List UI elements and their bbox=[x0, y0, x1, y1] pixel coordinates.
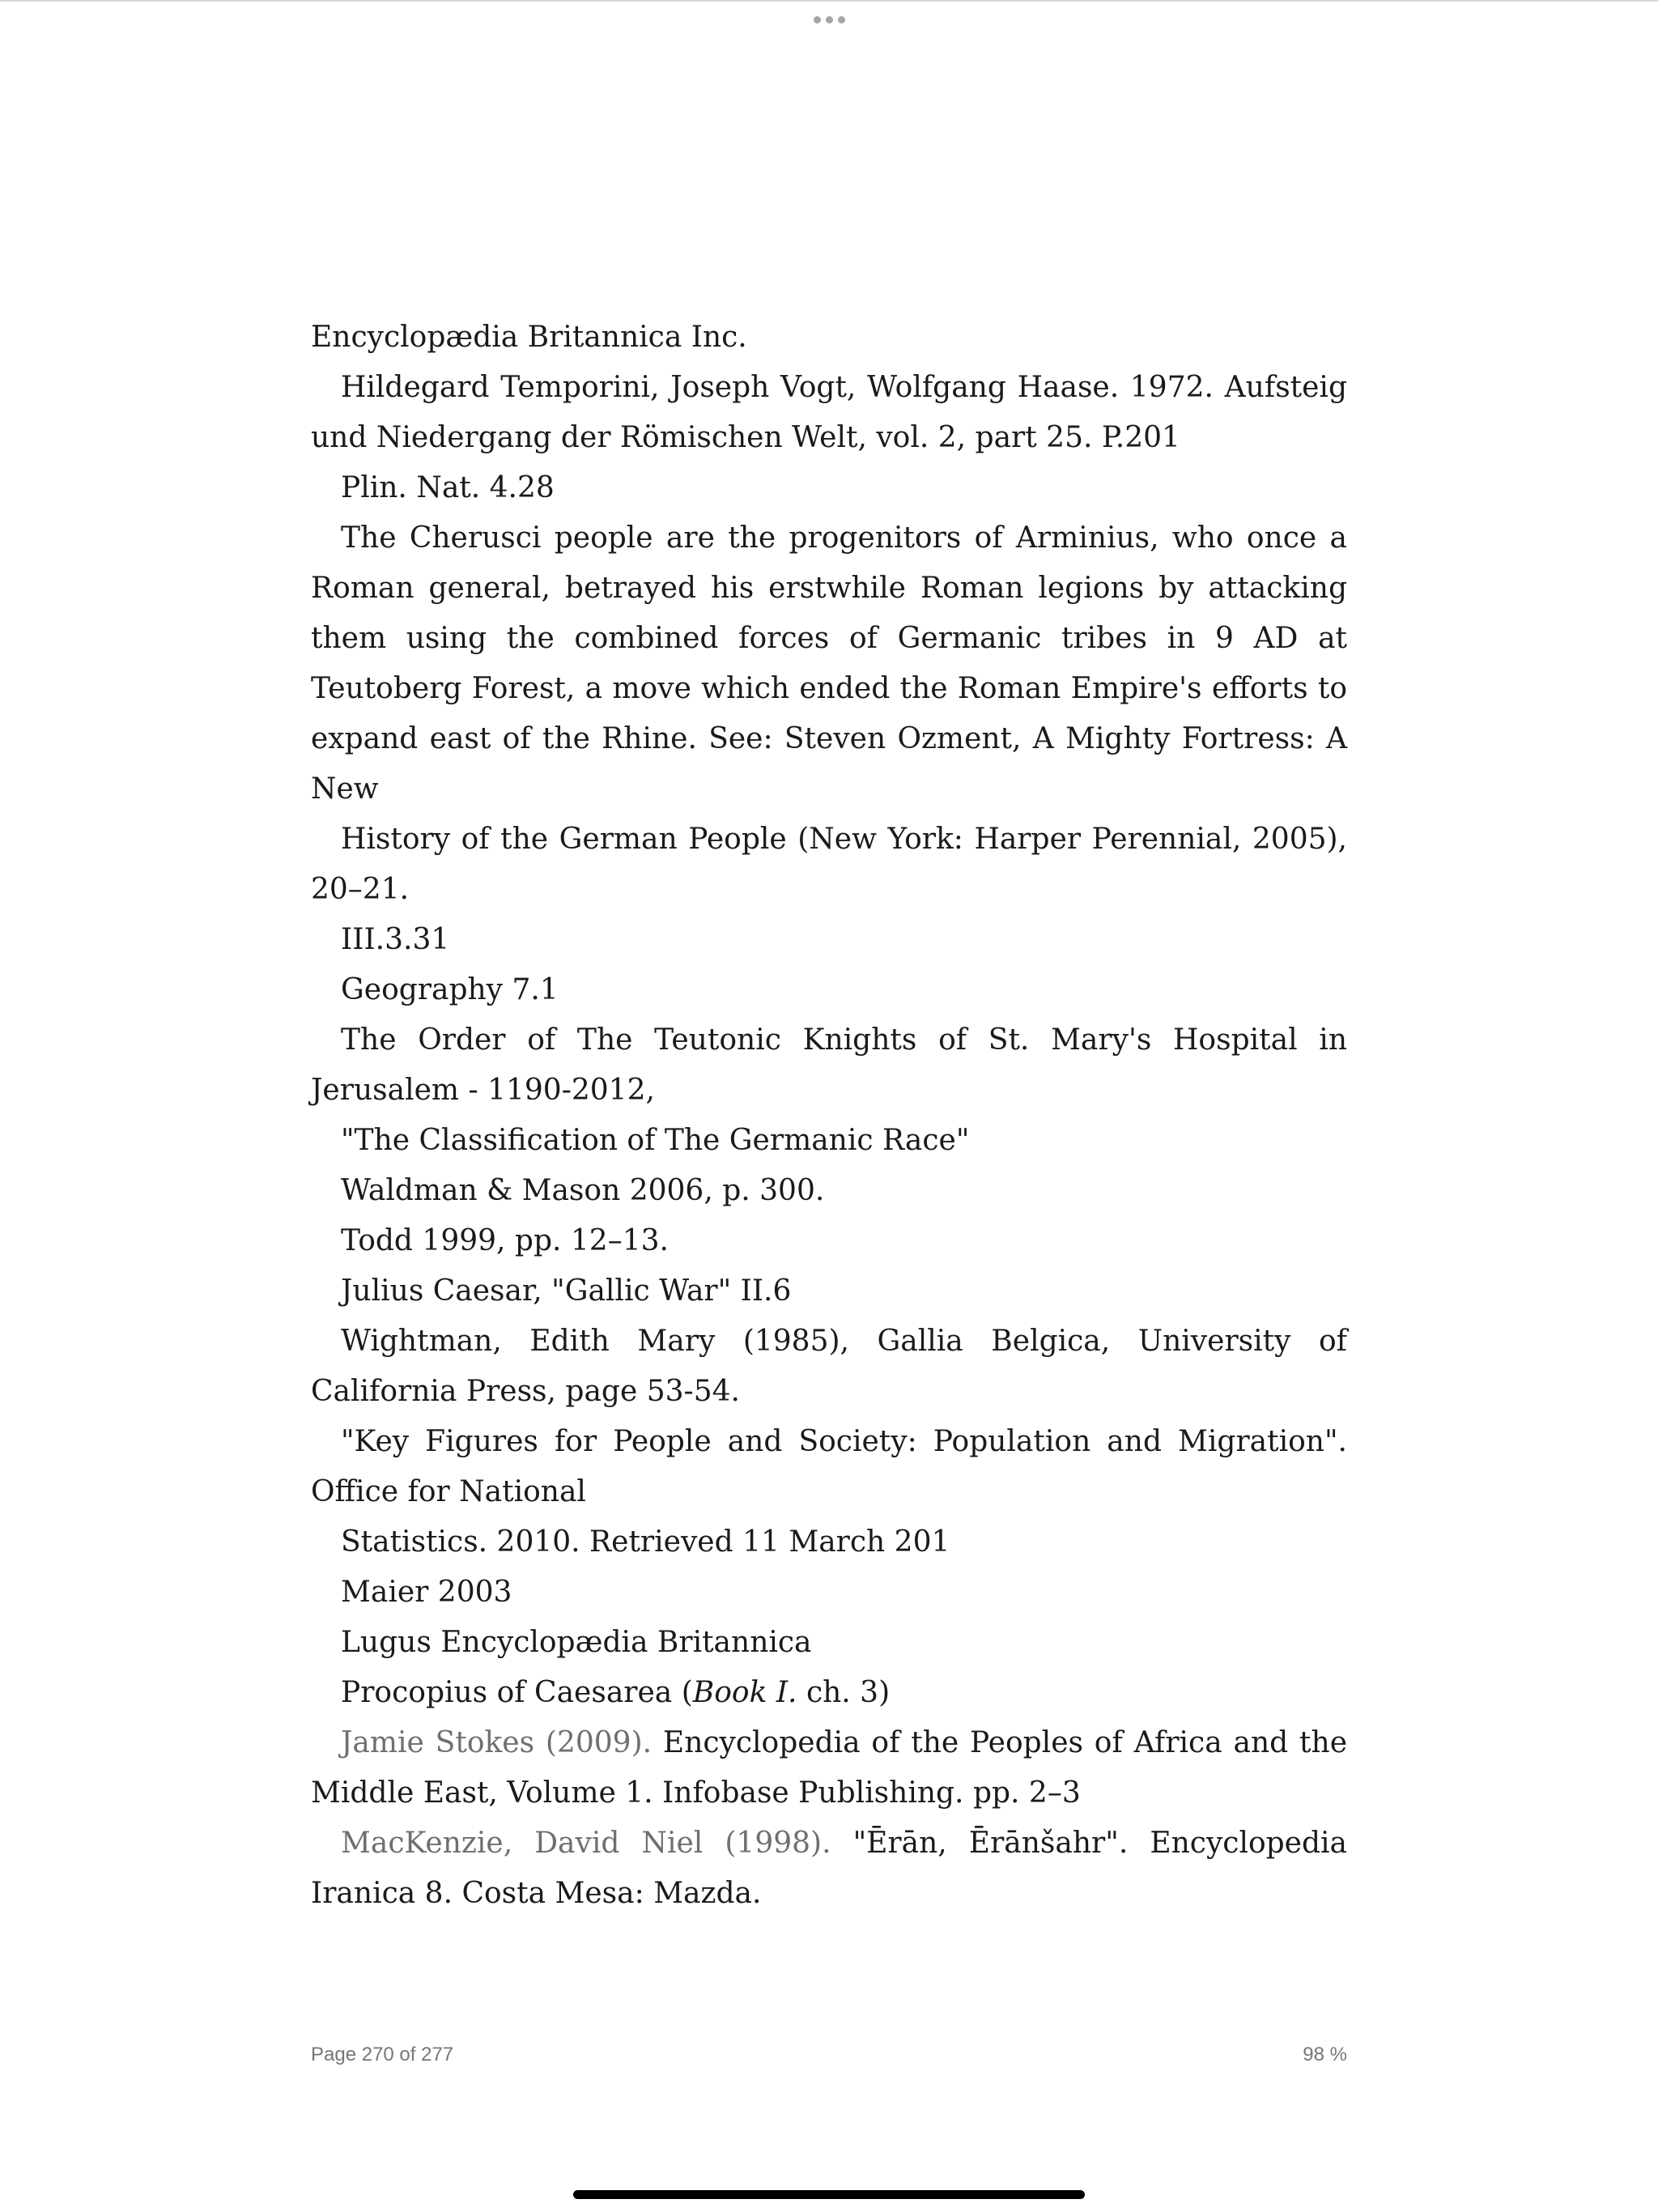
reference-entry: Hildegard Temporini, Joseph Vogt, Wolfgang Haase. 1972. Aufsteig und Niedergang der Römischen Welt, vol. 2, part 25. P.201 bbox=[311, 371, 1347, 454]
reference-entry: "The Classification of The Germanic Race" bbox=[341, 1124, 970, 1157]
reference-entry: The Cherusci people are the progenitors of Arminius, who once a Roman general, betrayed his erstwhile Roman legions by attacking them using the combined forces of Germanic tribes in 9 AD at Teutoberg Forest, a move which ended the Roman Empire's efforts to expand east of the Rhine. See: Steven Ozment, A Mighty Fortress: A New bbox=[311, 521, 1347, 806]
page-indicator: Page 270 of 277 bbox=[311, 2044, 454, 2065]
dot-icon bbox=[814, 16, 821, 23]
reference-entry: "Key Figures for People and Society: Population and Migration". Office for National bbox=[311, 1425, 1347, 1508]
entry-text: ch. 3) bbox=[797, 1676, 891, 1709]
reference-entry bbox=[311, 1668, 1347, 1718]
reference-entry: The Order of The Teutonic Knights of St. Mary's Hospital in Jerusalem - 1190-2012, bbox=[311, 1023, 1347, 1107]
reference-entry: Statistics. 2010. Retrieved 11 March 201 bbox=[341, 1525, 950, 1559]
reference-entry: Maier 2003 bbox=[341, 1576, 512, 1609]
book-page-text bbox=[311, 313, 1347, 1919]
reference-entry: Lugus Encyclopædia Britannica bbox=[341, 1626, 812, 1659]
top-divider bbox=[0, 0, 1658, 2]
reference-entry: Waldman & Mason 2006, p. 300. bbox=[341, 1174, 825, 1207]
reference-entry: Julius Caesar, "Gallic War" II.6 bbox=[341, 1274, 792, 1308]
reference-entry: Todd 1999, pp. 12–13. bbox=[341, 1224, 669, 1257]
entry-text: Encyclopedia of the Peoples of Africa and the Middle East, Volume 1. Infobase Publishing. pp. 2–3 bbox=[311, 1726, 1347, 1810]
reference-entry bbox=[311, 1819, 1347, 1919]
reference-entry: Encyclopædia Britannica Inc. bbox=[311, 321, 747, 354]
entry-text: "Ērān, Ērānšahr". Encyclopedia Iranica 8. Costa Mesa: Mazda. bbox=[311, 1827, 1348, 1910]
reference-entry: Plin. Nat. 4.28 bbox=[341, 471, 555, 504]
reference-entry: III.3.31 bbox=[341, 923, 450, 956]
reference-entry: Wightman, Edith Mary (1985), Gallia Belgica, University of California Press, page 53-54. bbox=[311, 1325, 1347, 1408]
dot-icon bbox=[838, 16, 845, 23]
reference-entry bbox=[311, 1718, 1347, 1819]
entry-text: Procopius of Caesarea ( bbox=[341, 1676, 693, 1709]
dot-icon bbox=[826, 16, 833, 23]
home-indicator[interactable] bbox=[573, 2190, 1085, 2199]
author-link[interactable]: MacKenzie, David Niel (1998). bbox=[341, 1827, 831, 1860]
reference-entry: Geography 7.1 bbox=[341, 973, 559, 1006]
more-dots-icon[interactable] bbox=[805, 11, 853, 28]
entry-italic-text: Book I. bbox=[692, 1676, 797, 1709]
reference-entry: History of the German People (New York: Harper Perennial, 2005), 20–21. bbox=[311, 823, 1347, 906]
progress-percent: 98 % bbox=[1303, 2044, 1347, 2065]
author-link[interactable]: Jamie Stokes (2009). bbox=[341, 1726, 653, 1759]
